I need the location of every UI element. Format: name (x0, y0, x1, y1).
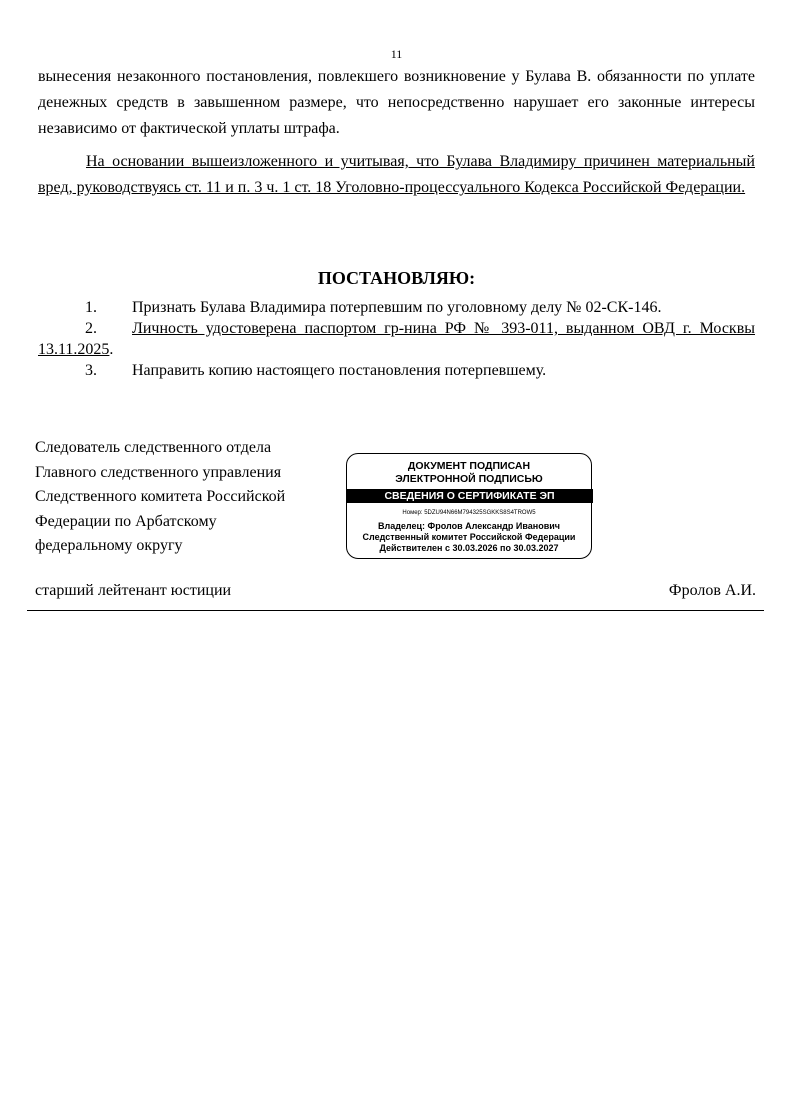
item-text: Личность удостоверена паспортом гр-нина РФ № 393-011, выданном ОВД г. Москвы 13.11.2025 (38, 320, 755, 358)
item-text: Признать Булава Владимира потерпевшим по уголовному делу № 02-СК-146. (132, 299, 662, 316)
item-text: Направить копию настоящего постановления потерпевшему. (132, 362, 547, 379)
item-number: 3. (85, 362, 97, 379)
paragraph-text: вынесения незаконного постановления, повлекшего возникновение у Булава В. обязанности по уплате денежных средств в завышенном размере, что непосредственно нарушает его законные интересы независимо от фактической уплаты штрафа. (38, 68, 755, 137)
resolution-item (38, 297, 755, 318)
item-text-tail: . (109, 341, 114, 358)
paragraph-basis (38, 149, 755, 201)
stamp-certificate-number: Номер: 5DZU94N66M794325SGKKS8S4TROW5 (402, 510, 536, 516)
resolution-heading: ПОСТАНОВЛЯЮ: (317, 268, 476, 288)
resolution-item (38, 360, 755, 381)
item-number: 1. (85, 299, 97, 316)
stamp-owner: Владелец: Фролов Александр Иванович (377, 521, 561, 531)
item-number: 2. (85, 320, 97, 337)
signer-line: Следственного комитета Российской (35, 488, 286, 505)
paragraph-text: На основании вышеизложенного и учитывая, что Булава Владимиру причинен материальный вред, руководствуясь ст. 11 и п. 3 ч. 1 ст. 18 Уголовно-процессуального Кодекса Российской Федерации. (38, 153, 755, 196)
signer-line: Главного следственного управления (35, 463, 282, 481)
stamp-owner-block (347, 521, 591, 554)
signer-line: федеральному округу (35, 537, 183, 554)
stamp-validity: Действителен с 30.03.2026 по 30.03.2027 (379, 543, 559, 553)
stamp-organization: Следственный комитет Российской Федерации (362, 532, 576, 542)
electronic-signature-stamp (346, 453, 592, 559)
stamp-title (347, 460, 591, 486)
signer-position (35, 436, 325, 559)
stamp-title-line: ЭЛЕКТРОННОЙ ПОДПИСЬЮ (395, 473, 543, 485)
signer-line: Федерации по Арбатскому (35, 512, 217, 530)
resolution-item (38, 318, 755, 360)
signer-rank: старший лейтенант юстиции (35, 582, 232, 599)
stamp-certificate-bar: СВЕДЕНИЯ О СЕРТИФИКАТЕ ЭП (346, 489, 593, 503)
signer-name: Фролов А.И. (668, 582, 756, 599)
stamp-title-line: ДОКУМЕНТ ПОДПИСАН (407, 460, 531, 472)
page-number: 11 (390, 47, 403, 61)
paragraph-continuation (38, 64, 755, 142)
divider (27, 610, 764, 611)
signer-line: Следователь следственного отдела (35, 439, 272, 456)
